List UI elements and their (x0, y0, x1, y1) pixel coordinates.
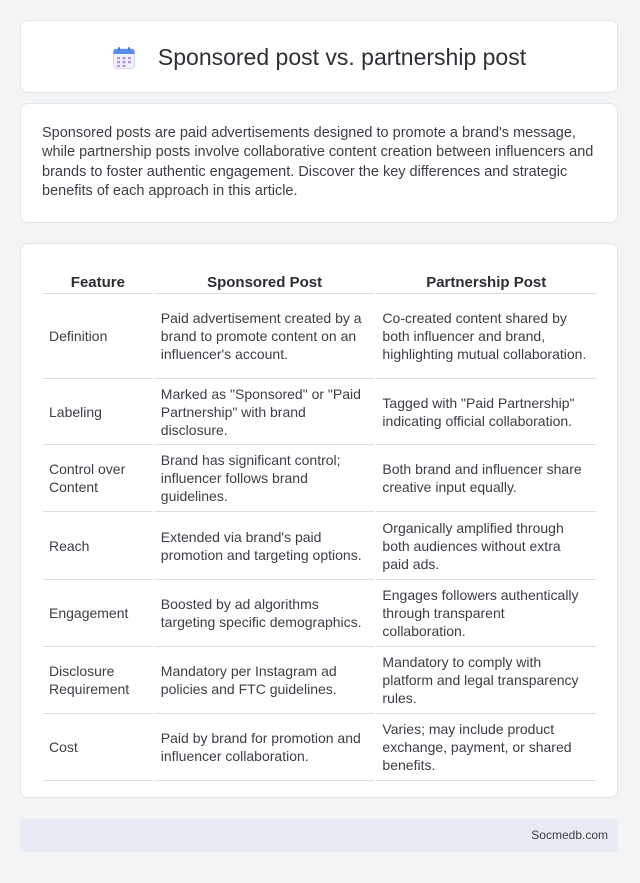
table-row (43, 512, 596, 580)
feature-cell: Cost (43, 714, 153, 781)
intro-card (20, 103, 618, 223)
page-title: Sponsored post vs. partnership post (157, 44, 527, 70)
footer-site-link[interactable]: Socmedb.com (531, 828, 608, 842)
table-row (43, 647, 596, 714)
title-card (20, 20, 618, 93)
header-sponsored-post: Sponsored Post (155, 264, 375, 294)
comparison-card (20, 243, 618, 798)
partnership-cell: Tagged with "Paid Partnership" indicating official collaboration. (376, 379, 596, 445)
sponsored-cell: Boosted by ad algorithms targeting specific demographics. (155, 580, 375, 647)
table-header-row (43, 264, 596, 294)
table-row (43, 294, 596, 379)
sponsored-cell: Mandatory per Instagram ad policies and FTC guidelines. (155, 647, 375, 714)
calendar-icon (112, 46, 136, 70)
partnership-cell: Varies; may include product exchange, payment, or shared benefits. (376, 714, 596, 781)
partnership-cell: Co-created content shared by both influencer and brand, highlighting mutual collaboration. (376, 294, 596, 379)
partnership-cell: Mandatory to comply with platform and legal transparency rules. (376, 647, 596, 714)
feature-cell: Reach (43, 512, 153, 580)
footer (20, 819, 618, 852)
feature-cell: Disclosure Requirement (43, 647, 153, 714)
title-row (21, 21, 617, 94)
partnership-cell: Both brand and influencer share creative input equally. (376, 445, 596, 512)
comparison-table (41, 264, 598, 781)
sponsored-cell: Extended via brand's paid promotion and targeting options. (155, 512, 375, 580)
feature-cell: Labeling (43, 379, 153, 445)
table-row (43, 580, 596, 647)
sponsored-cell: Paid by brand for promotion and influencer collaboration. (155, 714, 375, 781)
feature-cell: Definition (43, 294, 153, 379)
table-row (43, 714, 596, 781)
intro-paragraph: Sponsored posts are paid advertisements designed to promote a brand's message, while partnership posts involve collaborative content creation between influencers and brands to foster authentic engagement. Discover the key differences and strategic benefits of each approach in this article. (42, 125, 594, 199)
header-feature: Feature (43, 264, 153, 294)
sponsored-cell: Brand has significant control; influencer follows brand guidelines. (155, 445, 375, 512)
table-row (43, 379, 596, 445)
feature-cell: Control over Content (43, 445, 153, 512)
sponsored-cell: Marked as "Sponsored" or "Paid Partnership" with brand disclosure. (155, 379, 375, 445)
feature-cell: Engagement (43, 580, 153, 647)
partnership-cell: Organically amplified through both audiences without extra paid ads. (376, 512, 596, 580)
partnership-cell: Engages followers authentically through transparent collaboration. (376, 580, 596, 647)
sponsored-cell: Paid advertisement created by a brand to promote content on an influencer's account. (155, 294, 375, 379)
table-row (43, 445, 596, 512)
header-partnership-post: Partnership Post (376, 264, 596, 294)
